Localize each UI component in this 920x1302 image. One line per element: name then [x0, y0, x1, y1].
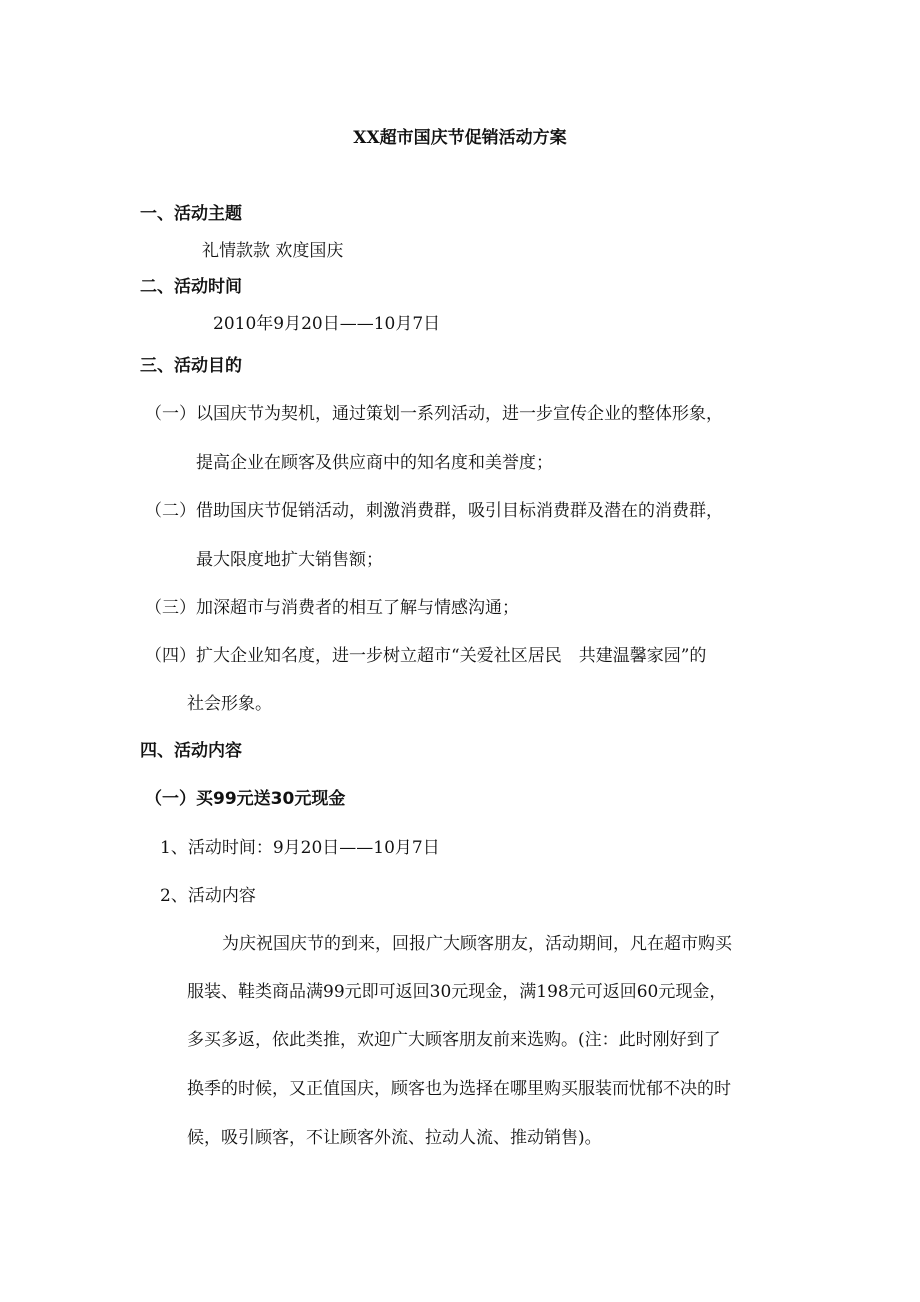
cashback-content-label: 2、活动内容 — [160, 886, 256, 906]
cashback-paragraph-line-1: 为庆祝国庆节的到来，回报广大顾客朋友，活动期间，凡在超市购买 — [222, 934, 732, 954]
section-heading-theme: 一、活动主题 — [140, 204, 242, 224]
subsection-heading-cashback: （一）买99元送30元现金 — [145, 789, 346, 809]
section-body-theme: 礼情款款 欢度国庆 — [202, 241, 344, 261]
purpose-item-2-cont: 最大限度地扩大销售额； — [196, 550, 383, 570]
purpose-item-2: （二）借助国庆节促销活动，刺激消费群，吸引目标消费群及潜在的消费群， — [145, 501, 723, 521]
cashback-paragraph-line-4: 换季的时候，又正值国庆，顾客也为选择在哪里购买服装而忧郁不决的时 — [187, 1079, 731, 1099]
section-heading-purpose: 三、活动目的 — [140, 356, 242, 376]
document-title: XX超市国庆节促销活动方案 — [353, 128, 567, 148]
cashback-paragraph-line-5: 候，吸引顾客，不让顾客外流、拉动人流、推动销售)。 — [187, 1128, 602, 1148]
purpose-item-4-cont: 社会形象。 — [187, 694, 272, 714]
purpose-item-3: （三）加深超市与消费者的相互了解与情感沟通； — [145, 598, 519, 618]
section-body-time: 2010年9月20日——10月7日 — [213, 314, 441, 334]
cashback-paragraph-line-3: 多买多返，依此类推，欢迎广大顾客朋友前来选购。(注：此时刚好到了 — [187, 1030, 721, 1050]
purpose-item-1: （一）以国庆节为契机，通过策划一系列活动，进一步宣传企业的整体形象， — [145, 404, 723, 424]
section-heading-content: 四、活动内容 — [140, 741, 242, 761]
purpose-item-1-cont: 提高企业在顾客及供应商中的知名度和美誉度； — [196, 453, 553, 473]
cashback-time: 1、活动时间：9月20日——10月7日 — [160, 838, 440, 858]
section-heading-time: 二、活动时间 — [140, 277, 242, 297]
cashback-paragraph-line-2: 服装、鞋类商品满99元即可返回30元现金，满198元可返回60元现金， — [187, 982, 727, 1002]
purpose-item-4: （四）扩大企业知名度，进一步树立超市“关爱社区居民 共建温馨家园”的 — [145, 646, 707, 666]
